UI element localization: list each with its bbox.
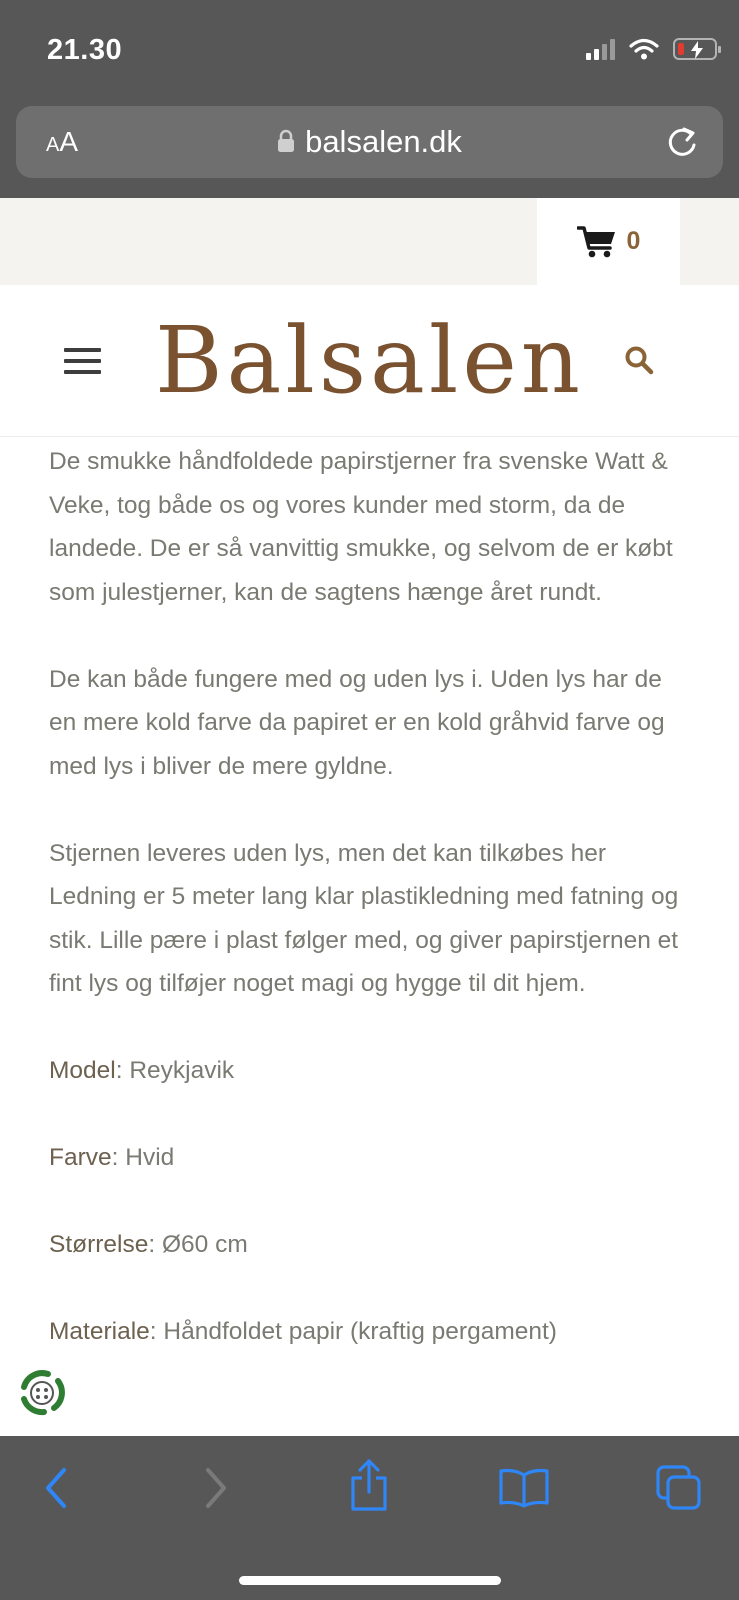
status-time: 21.30 [47,34,123,66]
cart-button[interactable] [537,198,680,285]
address-bar[interactable] [16,106,723,178]
url-text: balsalen.dk [305,124,462,159]
spec-label: Model [49,1057,116,1084]
spec-size [49,1223,689,1267]
browser-top-chrome [0,0,739,198]
cart-count: 0 [626,227,641,255]
status-icons [586,38,717,60]
text-size-button[interactable]: AA [46,126,79,157]
spec-color [49,1136,689,1180]
spec-value: : Håndfoldet papir (kraftig pergament) [149,1318,557,1345]
lock-icon [277,129,295,153]
url-display[interactable] [16,124,723,160]
cellular-signal-icon [586,38,615,60]
spec-material [49,1310,689,1354]
spec-value: : Ø60 cm [148,1231,248,1258]
description-paragraph: De kan både fungere med og uden lys i. Uden lys har de en mere kold farve da papiret er en kold gråhvid farve og med lys i bliver de mere gyldne. [49,665,665,780]
spec-label: Materiale [49,1318,150,1345]
battery-icon [673,38,717,60]
reload-icon[interactable] [665,124,699,160]
site-logo[interactable]: Balsalen [154,307,585,414]
share-icon[interactable] [348,1458,390,1512]
trust-badge-icon[interactable] [14,1365,70,1421]
spec-label: Størrelse [49,1231,149,1258]
bookmarks-icon[interactable] [498,1466,550,1508]
browser-toolbar [0,1436,739,1600]
spec-value: : Reykjavik [115,1057,235,1084]
search-icon[interactable] [624,345,656,377]
cart-icon [577,225,617,259]
tabs-icon[interactable] [655,1464,703,1512]
site-header [0,285,739,437]
back-icon[interactable] [42,1466,72,1510]
forward-icon[interactable] [200,1466,230,1510]
spec-model [49,1049,689,1093]
product-description [49,440,689,1397]
description-paragraph: Stjernen leveres uden lys, men det kan tilkøbes her Ledning er 5 meter lang klar plastikledning med fatning og stik. Lille pære i plast følger med, og giver papirstjernen et fint lys og tilføjer noget magi og hygge til dit hjem. [49,839,679,997]
home-indicator [239,1576,501,1585]
wifi-icon [629,38,659,60]
spec-value: : Hvid [111,1144,175,1171]
description-paragraph: De smukke håndfoldede papirstjerner fra svenske Watt & Veke, tog både os og vores kunder med storm, da de landede. De er så vanvittig smukke, og selvom de er købt som julestjerner, kan de sagtens hænge året rundt. [49,448,673,606]
spec-label: Farve [49,1144,112,1171]
cart-strip [0,198,739,285]
